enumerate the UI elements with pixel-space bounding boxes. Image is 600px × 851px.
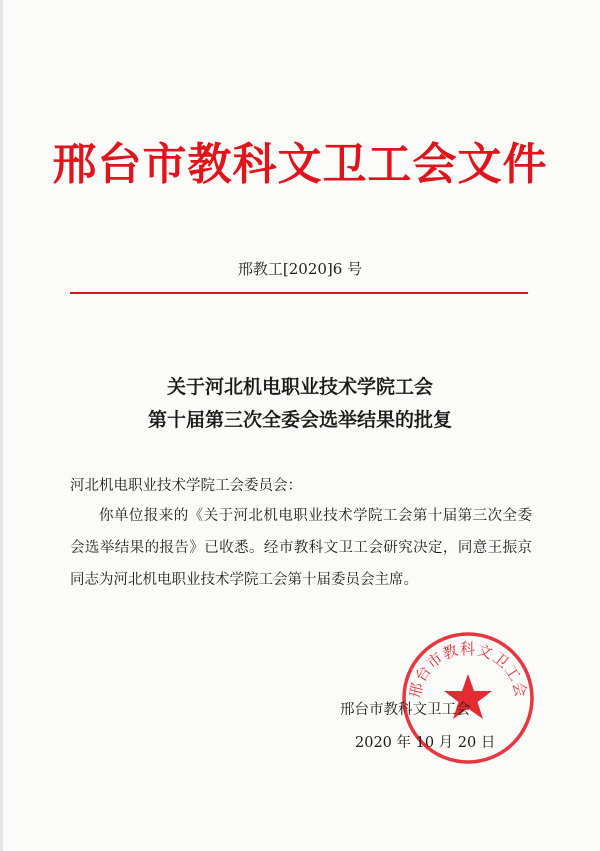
- document-number: 邢教工[2020]6 号: [237, 260, 363, 278]
- signer-organization: 邢台市教科文卫工会: [340, 702, 471, 718]
- body-paragraph: 你单位报来的《关于河北机电职业技术学院工会第十届第三次全委会选举结果的报告》已收悉。经市教科文卫工会研究决定，同意王振京同志为河北机电职业技术学院工会第十届委员会主席。: [70, 508, 532, 588]
- seal-text: 邢台市教科文卫工会: [405, 640, 531, 700]
- document-title-line-2: 第十届第三次全委会选举结果的批复: [147, 409, 452, 431]
- document-header-title: 邢台市教科文卫工会文件: [52, 139, 548, 190]
- red-divider-line: [70, 292, 528, 294]
- salutation: 河北机电职业技术学院工会委员会：: [70, 478, 302, 494]
- signing-date: 2020 年 10 月 20 日: [355, 735, 496, 751]
- document-title-line-1: 关于河北机电职业技术学院工会: [166, 376, 433, 398]
